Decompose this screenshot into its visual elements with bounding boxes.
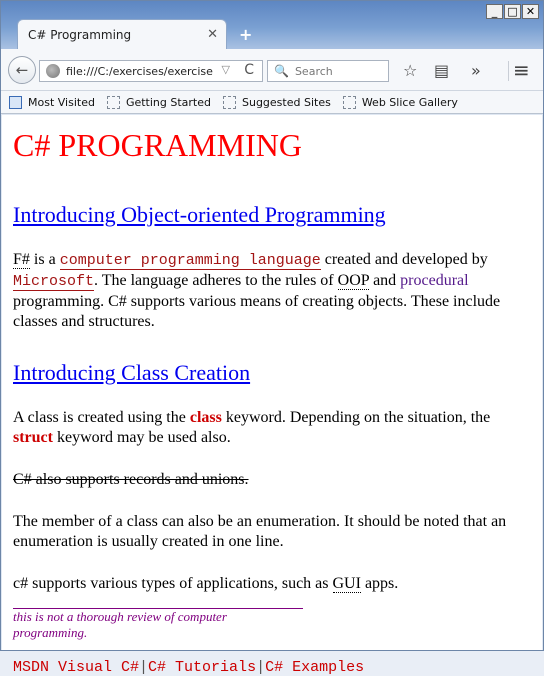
globe-icon: [46, 64, 60, 78]
reload-icon[interactable]: C: [244, 62, 254, 78]
page-icon: [223, 96, 236, 109]
reading-list-icon[interactable]: ▤: [434, 61, 450, 80]
msdn-link[interactable]: MSDN Visual C#: [13, 659, 140, 676]
bookmark-getting-started[interactable]: [107, 96, 211, 109]
tab-active[interactable]: [17, 19, 227, 49]
gui-abbr: GUI: [332, 575, 361, 592]
cpl-code: computer programming language: [59, 252, 321, 269]
bookmark-web-slice-gallery[interactable]: [343, 96, 458, 109]
page-icon: [343, 96, 356, 109]
link-separator: |: [139, 659, 149, 676]
back-button[interactable]: [8, 56, 36, 84]
tab-close-icon[interactable]: ✕: [207, 27, 218, 42]
bookmark-star-icon[interactable]: ☆: [403, 61, 418, 80]
bookmarks-bar: [1, 91, 543, 114]
bookmark-label: Most Visited: [28, 95, 95, 109]
struct-keyword: struct: [13, 429, 53, 446]
deleted-paragraph: C# also supports records and unions.: [13, 471, 249, 488]
page-content: [2, 115, 542, 676]
url-bar[interactable]: [39, 60, 263, 82]
section-title-oop[interactable]: Introducing Object-oriented Programming: [13, 202, 386, 227]
back-arrow-icon: ←: [15, 61, 29, 79]
microsoft-code: Microsoft: [13, 273, 95, 290]
overflow-icon[interactable]: »: [471, 61, 481, 80]
procedural-link[interactable]: procedural: [400, 272, 469, 289]
disclaimer-note: this is not a thorough review of computer programming.: [13, 608, 303, 641]
url-text: file:///C:/exercises/exercise: [66, 64, 213, 78]
bookmark-label: Web Slice Gallery: [361, 95, 458, 109]
bookmark-suggested-sites[interactable]: [223, 96, 331, 109]
class-paragraph: A class is created using the class keyword. Depending on the situation, the struct keyword may be used also.: [13, 409, 491, 446]
folder-icon: [9, 96, 22, 109]
close-window-button[interactable]: ✕: [522, 4, 539, 19]
menu-icon[interactable]: ≡: [513, 58, 530, 82]
minimize-button[interactable]: _: [486, 4, 503, 19]
enumeration-paragraph: The member of a class can also be an enumeration. It should be noted that an enumeration is usually created in one line.: [13, 513, 507, 550]
applications-paragraph: c# supports various types of applications, such as GUI apps.: [13, 575, 399, 592]
examples-link[interactable]: C# Examples: [265, 659, 365, 676]
tab-title: C# Programming: [28, 27, 132, 42]
new-tab-button[interactable]: +: [239, 25, 253, 44]
oop-abbr: OOP: [337, 272, 370, 289]
bookmark-label: Getting Started: [125, 95, 211, 109]
search-placeholder: Search: [294, 64, 333, 78]
bookmark-label: Suggested Sites: [242, 95, 331, 109]
link-separator: |: [256, 659, 266, 676]
toolbar-separator: [508, 61, 509, 81]
section-title-class-creation[interactable]: Introducing Class Creation: [13, 360, 251, 385]
maximize-button[interactable]: □: [504, 4, 521, 19]
page-title: C# PROGRAMMING: [13, 127, 302, 163]
search-icon: 🔍: [274, 64, 289, 78]
f-sharp-abbr: F#: [13, 251, 30, 268]
bookmark-most-visited[interactable]: [9, 96, 95, 109]
search-input[interactable]: [267, 60, 389, 82]
class-keyword: class: [189, 409, 222, 426]
window-controls: [486, 4, 539, 19]
navigation-toolbar: [1, 49, 543, 91]
tutorials-link[interactable]: C# Tutorials: [148, 659, 257, 676]
oop-paragraph: F# is a computer programming language created and developed by Microsoft. The language adheres to the rules of OOP and procedural programming. C# supports various means of creating objects. These include classes and structures.: [13, 251, 501, 330]
page-icon: [107, 96, 120, 109]
footer-links: [13, 659, 531, 676]
title-bar: [1, 1, 543, 49]
url-dropdown-icon[interactable]: ▽: [221, 63, 230, 76]
